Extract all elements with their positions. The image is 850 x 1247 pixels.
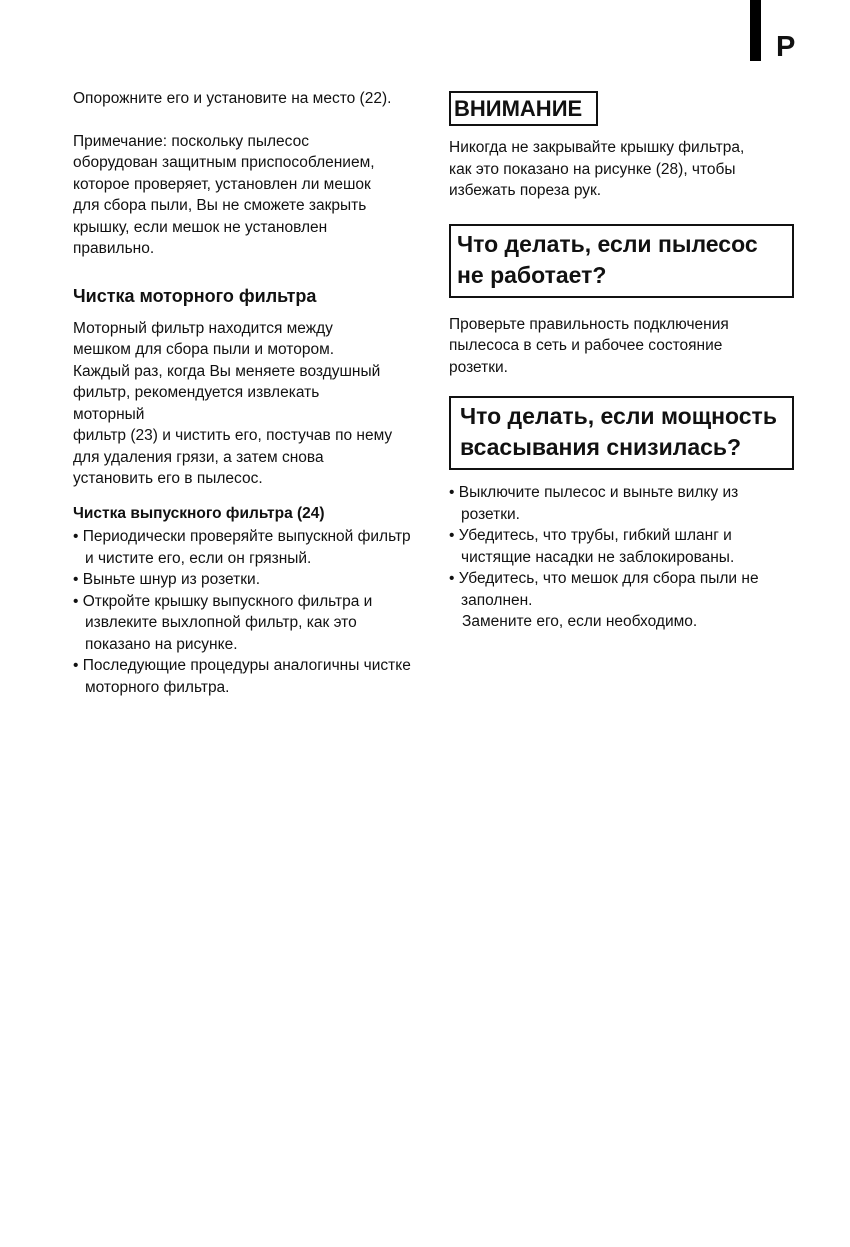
list-item: • Периодически проверяйте выпускной фильтр и чистите его, если он грязный. [73,526,413,569]
note-line: правильно. [73,240,155,257]
motor-line: Моторный фильтр находится между [73,319,333,337]
box-title-line: не работает? [457,261,607,288]
left-column [73,88,413,698]
motor-line: фильтр (23) и чистить его, постучав по нему [73,427,393,444]
not-working-paragraph [449,314,794,379]
list-item: • Убедитесь, что мешок для сбора пыли не заполнен. [449,568,794,611]
list-item: • Откройте крышку выпускного фильтра и извлеките выхлопной фильтр, как это показано на рисунке. [73,591,413,656]
motor-line: мешком для сбора пыли и мотором. [73,341,335,358]
list-item: • Последующие процедуры аналогичны чистке моторного фильтра. [73,655,413,698]
suction-steps-list [449,482,794,611]
note-line: оборудован защитным приспособлением, [73,154,375,171]
note-line: для сбора пыли, Вы не сможете закрыть [73,197,367,214]
language-marker-bar [750,0,761,61]
motor-line: установить его в пылесос. [73,470,263,487]
list-item: • Выньте шнур из розетки. [73,569,413,591]
note-line: Примечание: поскольку пылесос [73,132,309,150]
warning-paragraph [449,137,794,202]
heading-exhaust-filter: Чистка выпускного фильтра (24) [73,504,325,522]
replace-bag-note: Замените его, если необходимо. [462,613,698,630]
heading-motor-filter: Чистка моторного фильтра [73,285,317,306]
box-title-line: Что делать, если мощность [460,403,777,429]
check-line: розетки. [449,358,508,376]
note-line: которое проверяет, установлен ли мешок [73,175,371,193]
box-title-line: Что делать, если пылесос [457,230,758,257]
list-item: • Убедитесь, что трубы, гибкий шланг и чистящие насадки не заблокированы. [449,525,794,568]
warning-line: как это показано на рисунке (28), чтобы [449,160,736,178]
list-item: • Выключите пылесос и выньте вилку из розетки. [449,482,794,525]
paragraph-empty-bag: Опорожните его и установите на место (22). [73,90,392,107]
language-letter: P [776,31,796,63]
check-line: Проверьте правильность подключения [449,315,729,333]
motor-filter-paragraph [73,318,413,490]
motor-line: для удаления грязи, а затем снова [73,448,324,466]
check-line: пылесоса в сеть и рабочее состояние [449,337,723,354]
motor-line: фильтр, рекомендуется извлекать [73,384,320,401]
note-line: крышку, если мешок не установлен [73,218,328,236]
note-paragraph [73,131,413,260]
box-title-line: всасывания снизилась? [460,434,742,460]
heading-box-suction-reduced [449,396,794,470]
right-column [449,91,794,633]
heading-box-not-working [449,224,794,298]
warning-line: избежать пореза рук. [449,182,602,199]
warning-title: ВНИМАНИЕ [449,91,598,126]
warning-line: Никогда не закрывайте крышку фильтра, [449,139,745,156]
motor-line: Каждый раз, когда Вы меняете воздушный [73,362,381,380]
exhaust-steps-list [73,526,413,698]
motor-line: моторный [73,405,145,423]
